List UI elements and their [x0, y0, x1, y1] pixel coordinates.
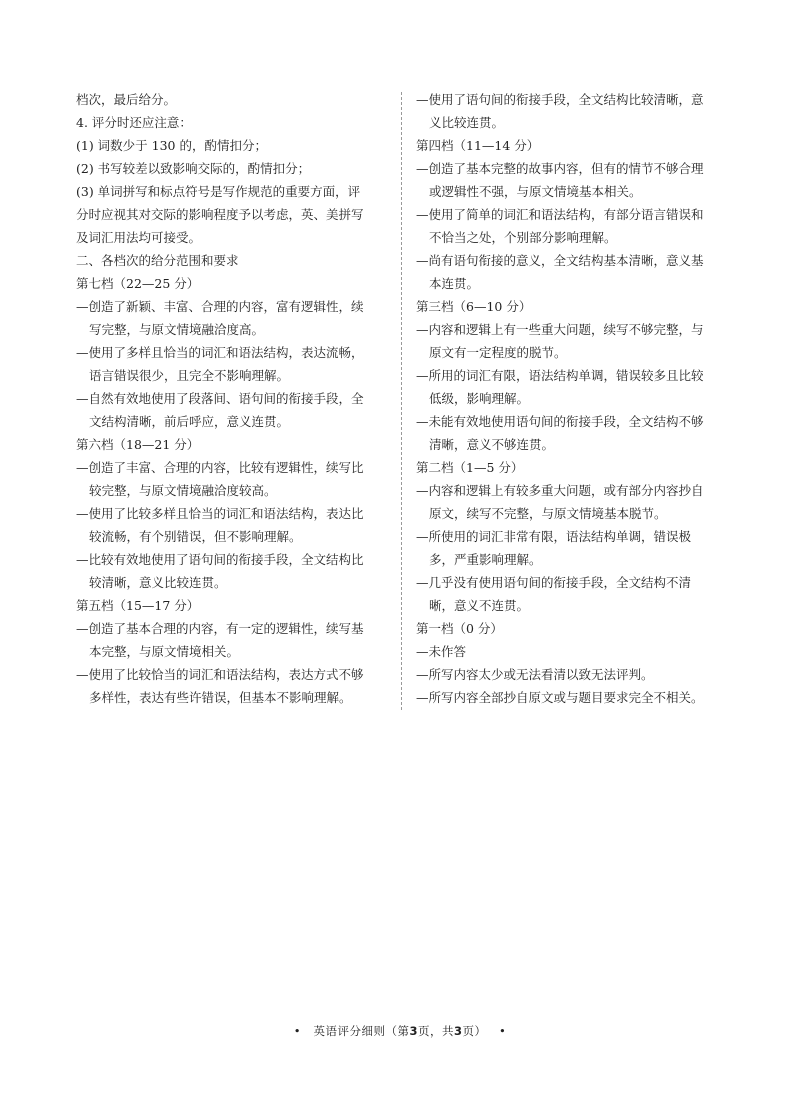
text-line: 较清晰，意义比较连贯。 — [89, 575, 227, 590]
text-line: —内容和逻辑上有一些重大问题，续写不够完整，与 — [416, 322, 704, 337]
footer-page-number: 3 — [409, 1024, 418, 1038]
text-line: —自然有效地使用了段落间、语句间的衔接手段，全 — [76, 391, 364, 406]
text-line: 语言错误很少，且完全不影响理解。 — [89, 368, 290, 383]
footer-prefix: 英语评分细则（第 — [313, 1024, 410, 1038]
footer-total-pages: 3 — [454, 1024, 463, 1038]
text-line: 第一档（0 分） — [416, 621, 503, 636]
text-line: —创造了基本合理的内容，有一定的逻辑性，续写基 — [76, 621, 364, 636]
text-line: —所写内容太少或无法看清以致无法评判。 — [416, 667, 654, 682]
text-line: —未能有效地使用语句间的衔接手段，全文结构不够 — [416, 414, 704, 429]
text-line: 多，严重影响理解。 — [429, 552, 542, 567]
text-line: —创造了新颖、丰富、合理的内容，富有逻辑性，续 — [76, 299, 364, 314]
column-divider — [401, 92, 402, 710]
left-column — [76, 88, 394, 709]
text-line: 第四档（11—14 分） — [416, 138, 540, 153]
text-line: —内容和逻辑上有较多重大问题，或有部分内容抄自 — [416, 483, 704, 498]
text-line: 义比较连贯。 — [429, 115, 505, 130]
text-line: 第三档（6—10 分） — [416, 299, 532, 314]
text-line: 档次，最后给分。 — [76, 92, 177, 107]
text-line: —使用了简单的词汇和语法结构，有部分语言错误和 — [416, 207, 704, 222]
text-line: —所使用的词汇非常有限，语法结构单调，错误极 — [416, 529, 692, 544]
text-line: 原文有一定程度的脱节。 — [429, 345, 567, 360]
text-line: 第六档（18—21 分） — [76, 437, 200, 452]
text-line: 文结构清晰，前后呼应，意义连贯。 — [89, 414, 290, 429]
text-line: 不恰当之处，个别部分影响理解。 — [429, 230, 617, 245]
text-line: —几乎没有使用语句间的衔接手段，全文结构不清 — [416, 575, 692, 590]
text-line: —比较有效地使用了语句间的衔接手段，全文结构比 — [76, 552, 364, 567]
text-line: 二、各档次的给分范围和要求 — [76, 253, 239, 268]
text-line: 清晰，意义不够连贯。 — [429, 437, 555, 452]
text-line: 多样性，表达有些许错误，但基本不影响理解。 — [89, 690, 352, 705]
text-line: —使用了多样且恰当的词汇和语法结构，表达流畅， — [76, 345, 364, 360]
text-line: (2) 书写较差以致影响交际的，酌情扣分； — [76, 161, 311, 176]
text-line: —创造了丰富、合理的内容，比较有逻辑性，续写比 — [76, 460, 364, 475]
text-line: 低级，影响理解。 — [429, 391, 530, 406]
footer-bullet-left: • — [293, 1024, 302, 1038]
text-line: —使用了语句间的衔接手段，全文结构比较清晰，意 — [416, 92, 704, 107]
text-line: —所写内容全部抄自原文或与题目要求完全不相关。 — [416, 690, 704, 705]
text-line: 原文，续写不完整，与原文情境基本脱节。 — [429, 506, 667, 521]
text-line: 晰，意义不连贯。 — [429, 598, 530, 613]
text-line: 第七档（22—25 分） — [76, 276, 200, 291]
text-line: 本完整，与原文情境相关。 — [89, 644, 240, 659]
text-line: 较完整，与原文情境融洽度较高。 — [89, 483, 277, 498]
text-line: —未作答 — [416, 644, 467, 659]
page-footer — [0, 1023, 800, 1039]
text-line: 第二档（1—5 分） — [416, 460, 524, 475]
text-line: —所用的词汇有限，语法结构单调，错误较多且比较 — [416, 368, 704, 383]
footer-bullet-right: • — [498, 1024, 507, 1038]
text-line: 第五档（15—17 分） — [76, 598, 200, 613]
text-line: (1) 词数少于 130 的，酌情扣分； — [76, 138, 267, 153]
text-line: 4. 评分时还应注意： — [76, 115, 192, 130]
text-line: 写完整，与原文情境融洽度高。 — [89, 322, 265, 337]
text-line: —尚有语句衔接的意义，全文结构基本清晰，意义基 — [416, 253, 704, 268]
text-line: (3) 单词拼写和标点符号是写作规范的重要方面，评 — [76, 184, 361, 199]
text-line: 分时应视其对交际的影响程度予以考虑，英、美拼写 — [76, 207, 364, 222]
footer-middle: 页，共 — [418, 1024, 454, 1038]
text-line: 及词汇用法均可接受。 — [76, 230, 202, 245]
footer-suffix: 页） — [462, 1024, 487, 1038]
text-line: —使用了比较恰当的词汇和语法结构，表达方式不够 — [76, 667, 364, 682]
text-line: —使用了比较多样且恰当的词汇和语法结构，表达比 — [76, 506, 364, 521]
text-line: 本连贯。 — [429, 276, 480, 291]
text-line: 或逻辑性不强，与原文情境基本相关。 — [429, 184, 642, 199]
right-column — [416, 88, 731, 709]
text-line: —创造了基本完整的故事内容，但有的情节不够合理 — [416, 161, 704, 176]
text-line: 较流畅，有个别错误，但不影响理解。 — [89, 529, 302, 544]
